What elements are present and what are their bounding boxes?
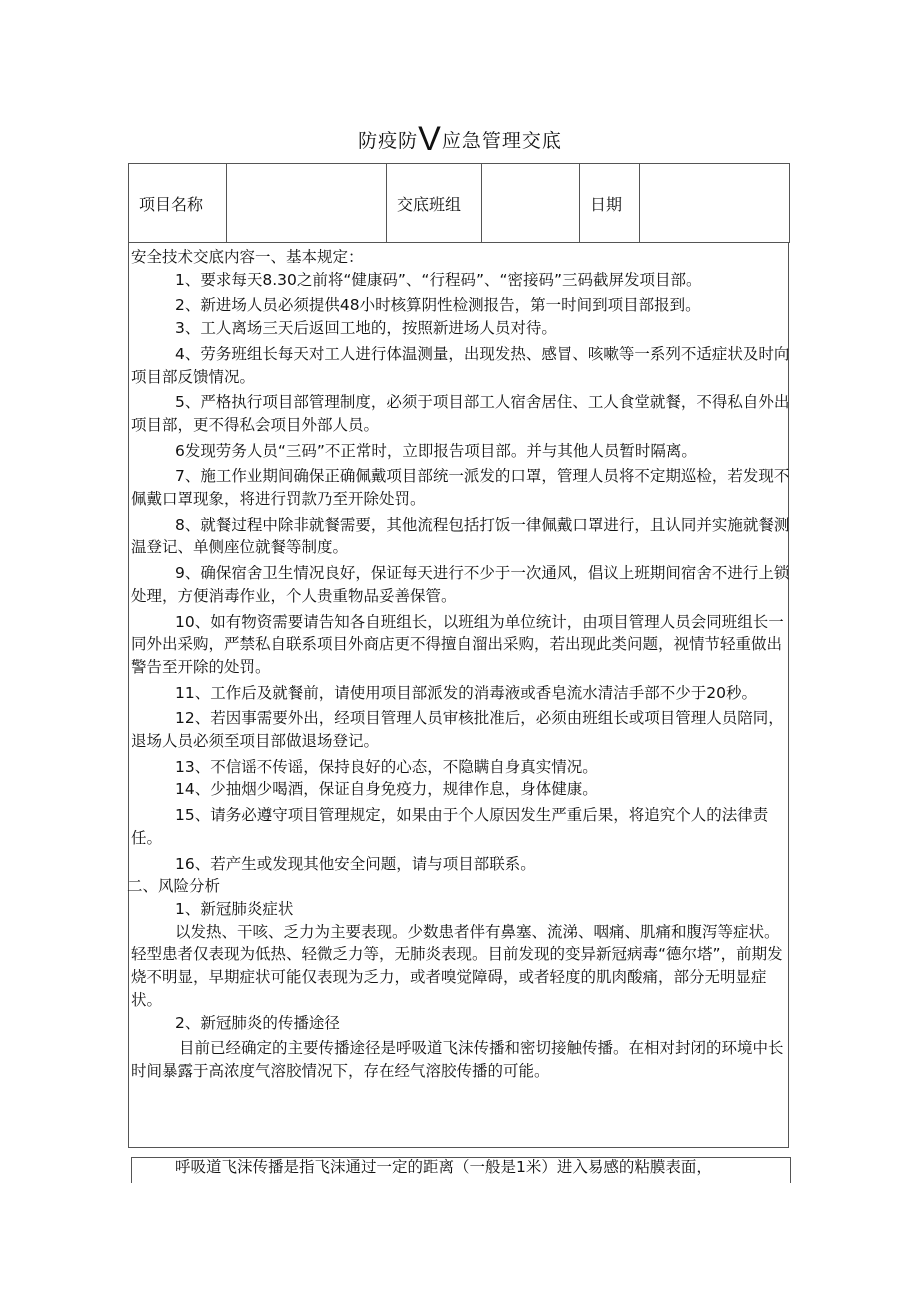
section-2-heading: 二、风险分析 <box>127 877 221 896</box>
continuation-text: 呼吸道飞沫传播是指飞沫通过一定的距离（一般是1米）进入易感的粘膜表面， <box>175 1158 712 1176</box>
transmission-text: 目前已经确定的主要传播途径是呼吸道飞沫传播和密切接触传播。在相对封闭的环境中长时间暴露于高浓度气溶胶情况下，存在经气溶胶传播的可能。 <box>131 1039 784 1080</box>
rule-3: 3、工人离场三天后返回工地的，按照新进场人员对待。 <box>175 319 557 338</box>
project-name-label: 项目名称 <box>129 164 227 243</box>
symptoms-heading: 1、新冠肺炎症状 <box>175 899 294 918</box>
rule-5: 5、严格执行项目部管理制度，必须于项目部工人宿舍居住、工人食堂就餐，不得私自外出项目部，更不得私会项目外部人员。 <box>131 393 790 434</box>
date-field[interactable] <box>640 164 790 243</box>
content-body <box>127 246 791 1083</box>
header-table <box>128 163 790 243</box>
team-field[interactable] <box>482 164 580 243</box>
rule-8: 8、就餐过程中除非就餐需要，其他流程包括打饭一律佩戴口罩进行，且认同并实施就餐测温登记、单侧座位就餐等制度。 <box>131 515 790 557</box>
rule-9: 9、确保宿舍卫生情况良好，保证每天进行不少于一次通风，倡议上班期间宿舍不进行上锁处理，方便消毒作业，个人贵重物品妥善保管。 <box>131 564 790 605</box>
rule-6: 6发现劳务人员“三码”不正常时，立即报告项目部。并与其他人员暂时隔离。 <box>175 441 697 460</box>
symptoms-text: 以发热、干咳、乏力为主要表现。少数患者伴有鼻塞、流涕、咽痛、肌痛和腹泻等症状。轻型患者仅表现为低热、轻微乏力等，无肺炎表现。目前发现的变异新冠病毒“德尔塔”，前期发烧不明显，早期症状可能仅表现为乏力，或者嗅觉障碍，或者轻度的肌肉酸痛，部分无明显症状。 <box>131 922 783 1009</box>
rule-2: 2、新进场人员必须提供48小时核算阴性检测报告，第一时间到项目部报到。 <box>175 296 701 315</box>
rule-12: 12、若因事需要外出，经项目管理人员审核批准后，必须由班组长或项目管理人员陪同，退场人员必须至项目部做退场登记。 <box>131 709 784 751</box>
rule-15: 15、请务必遵守项目管理规定，如果由于个人原因发生严重后果，将追究个人的法律责任。 <box>131 806 769 847</box>
team-label: 交底班组 <box>387 164 482 243</box>
title-part-2: 应急管理交底 <box>441 130 562 152</box>
rule-13: 13、不信谣不传谣，保持良好的心态，不隐瞒自身真实情况。 <box>175 757 598 776</box>
project-name-field[interactable] <box>227 164 387 243</box>
rule-1: 1、要求每天8.30之前将“健康码”、“行程码”、“密接码”三码截屏发项目部。 <box>175 270 702 289</box>
rule-11: 11、工作后及就餐前，请使用项目部派发的消毒液或香皂流水清洁手部不少于20秒。 <box>175 683 757 702</box>
transmission-heading: 2、新冠肺炎的传播途径 <box>175 1013 340 1032</box>
date-label: 日期 <box>580 164 640 243</box>
rule-16: 16、若产生或发现其他安全问题，请与项目部联系。 <box>175 854 536 873</box>
title-part-1: 防疫防 <box>358 130 419 152</box>
rule-10: 10、如有物资需要请告知各自班组长，以班组为单位统计，由项目管理人员会同班组长一同外出采购，严禁私自联系项目外商店更不得擅自溜出采购，若出现此类问题，视情节轻重做出警告至开除的处罚。 <box>131 612 784 676</box>
rule-4: 4、劳务班组长每天对工人进行体温测量，出现发热、感冒、咳嗽等一系列不适症状及时向项目部反馈情况。 <box>131 344 790 386</box>
rule-14: 14、少抽烟少喝酒，保证自身免疫力，规律作息，身体健康。 <box>175 780 598 799</box>
document-title <box>0 122 920 156</box>
title-big-letter: V <box>418 120 442 158</box>
content-intro: 安全技术交底内容一、基本规定： <box>131 248 364 266</box>
rule-7: 7、施工作业期间确保正确佩戴项目部统一派发的口罩，管理人员将不定期巡检，若发现不佩戴口罩现象，将进行罚款乃至开除处罚。 <box>131 467 790 509</box>
header-row <box>129 164 790 243</box>
